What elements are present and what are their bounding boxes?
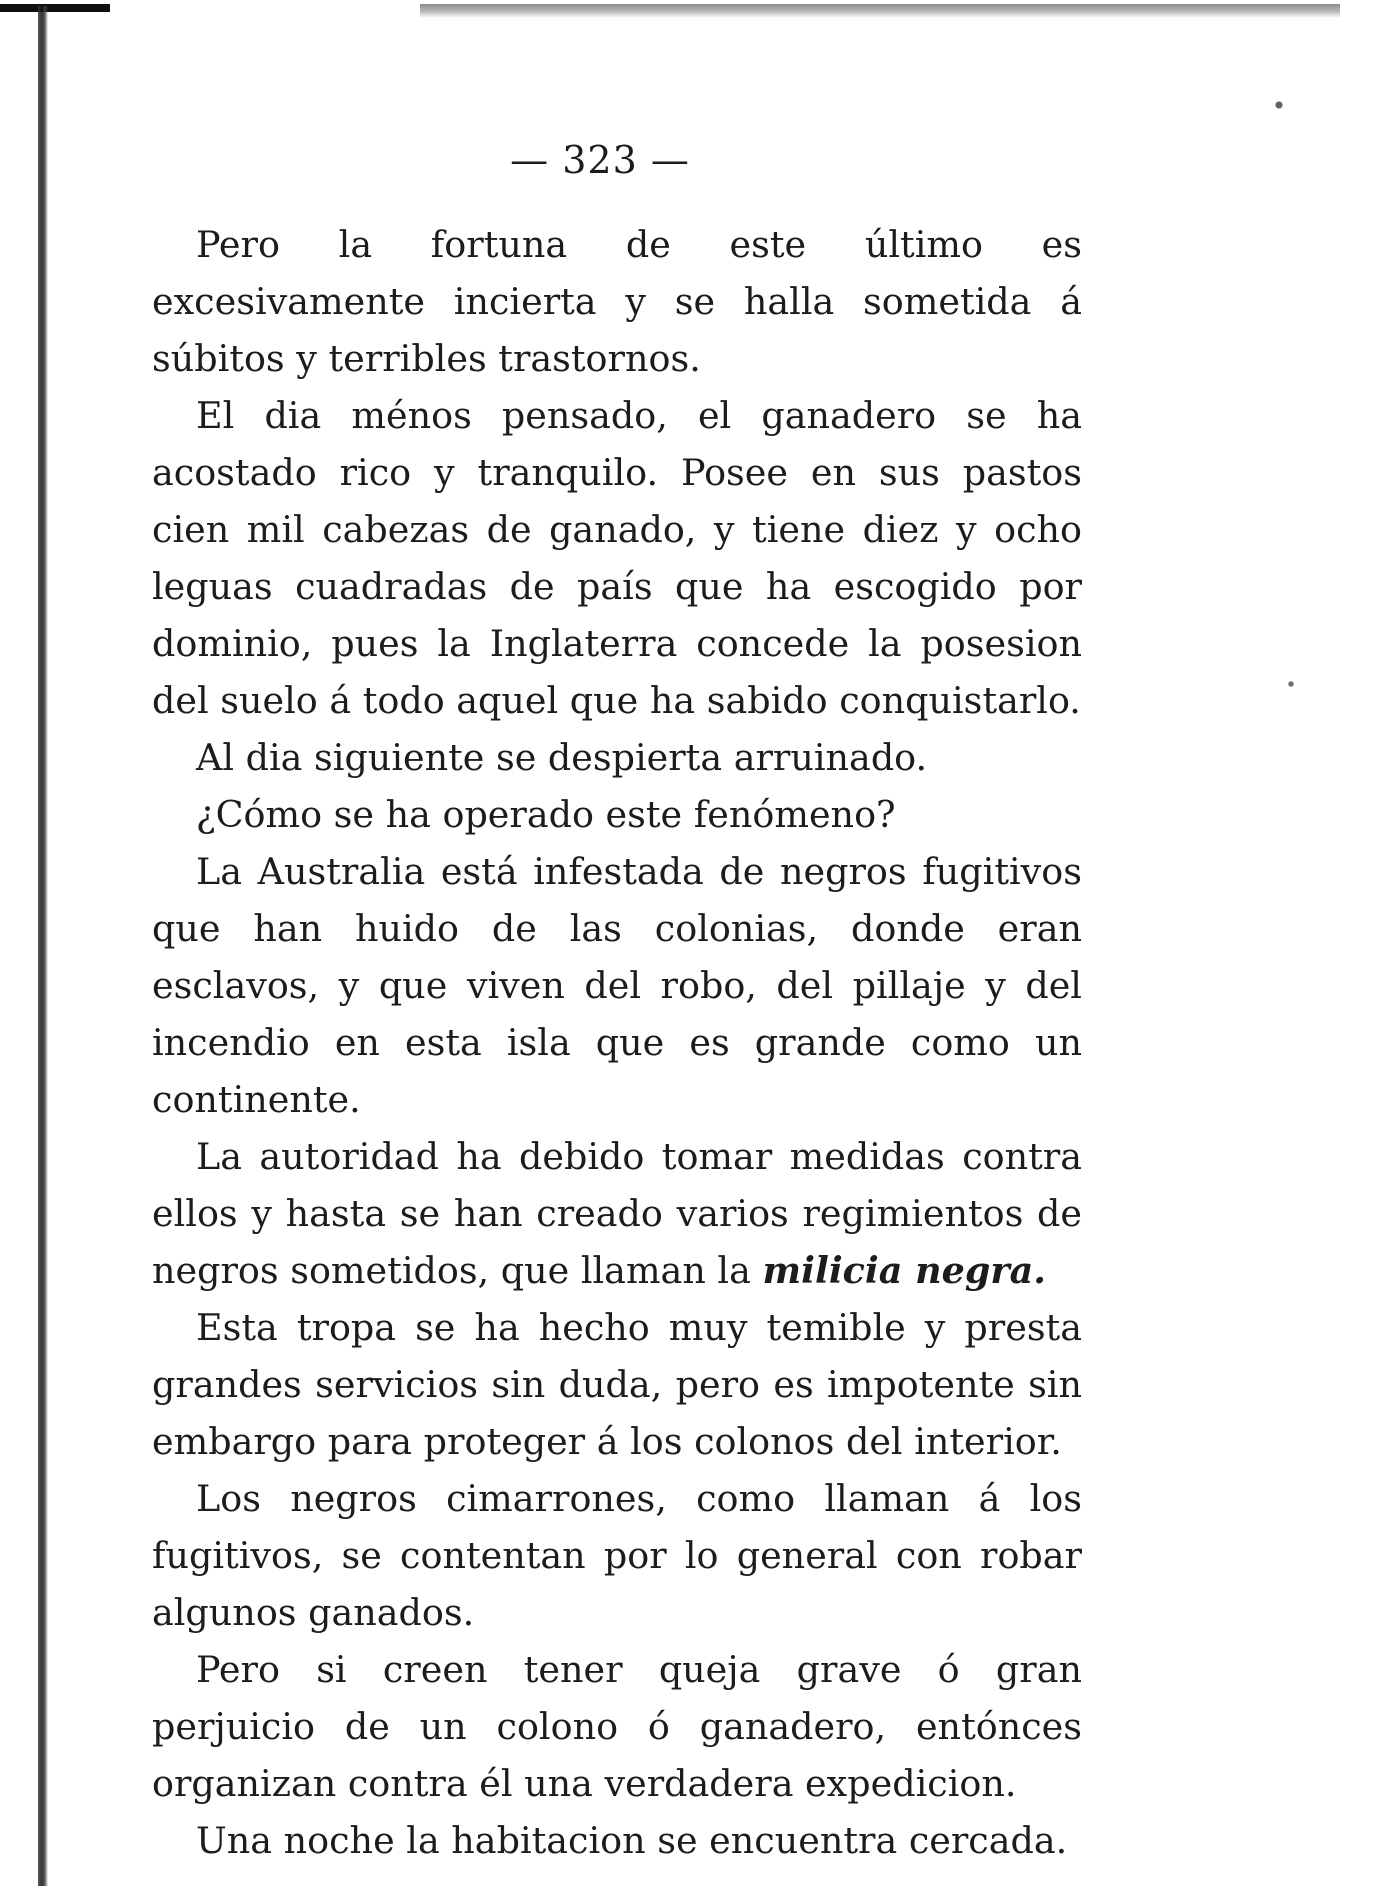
ink-specks-artifact — [1269, 100, 1309, 1860]
binding-edge-artifact — [38, 6, 48, 1886]
top-smudge-artifact — [420, 4, 1340, 18]
paragraph: Los negros cimarrones, como llaman á los fugitivos, se contentan por lo general con robar algunos ganados. — [152, 1477, 1082, 1634]
paragraph: Pero la fortuna de este último es excesivamente incierta y se halla sometida á súbitos y terribles trastornos. — [152, 223, 1082, 380]
paragraph: El dia ménos pensado, el ganadero se ha acostado rico y tranquilo. Posee en sus pastos cien mil cabezas de ganado, y tiene diez y ocho leguas cuadradas de país que ha escogido por dominio, pues la Inglaterra concede la posesion del suelo á todo aquel que ha sabido conquistarlo. — [152, 394, 1082, 722]
paragraph — [152, 1128, 1082, 1299]
emphasis-text: milicia negra. — [762, 1249, 1047, 1292]
paragraph: Pero si creen tener queja grave ó gran perjuicio de un colono ó ganadero, entónces organizan contra él una verdadera expedicion. — [152, 1648, 1082, 1805]
paragraph-text: La autoridad ha debido tomar medidas contra ellos y hasta se han creado varios regimientos de negros sometidos, que llaman la — [152, 1135, 1082, 1292]
paragraph: La Australia está infestada de negros fugitivos que han huido de las colonias, donde eran esclavos, y que viven del robo, del pillaje y del incendio en esta isla que es grande como un continente. — [152, 850, 1082, 1121]
page-number: — 323 — — [510, 138, 690, 182]
paragraph: Esta tropa se ha hecho muy temible y presta grandes servicios sin duda, pero es impotente sin embargo para proteger á los colonos del interior. — [152, 1306, 1082, 1463]
binding-notch-artifact — [0, 4, 110, 12]
paragraph: Al dia siguiente se despierta arruinado. — [196, 736, 928, 779]
paragraph: Una noche la habitacion se encuentra cercada. — [196, 1819, 1068, 1862]
body-text — [152, 216, 1082, 1869]
paragraph: ¿Cómo se ha operado este fenómeno? — [196, 793, 896, 836]
